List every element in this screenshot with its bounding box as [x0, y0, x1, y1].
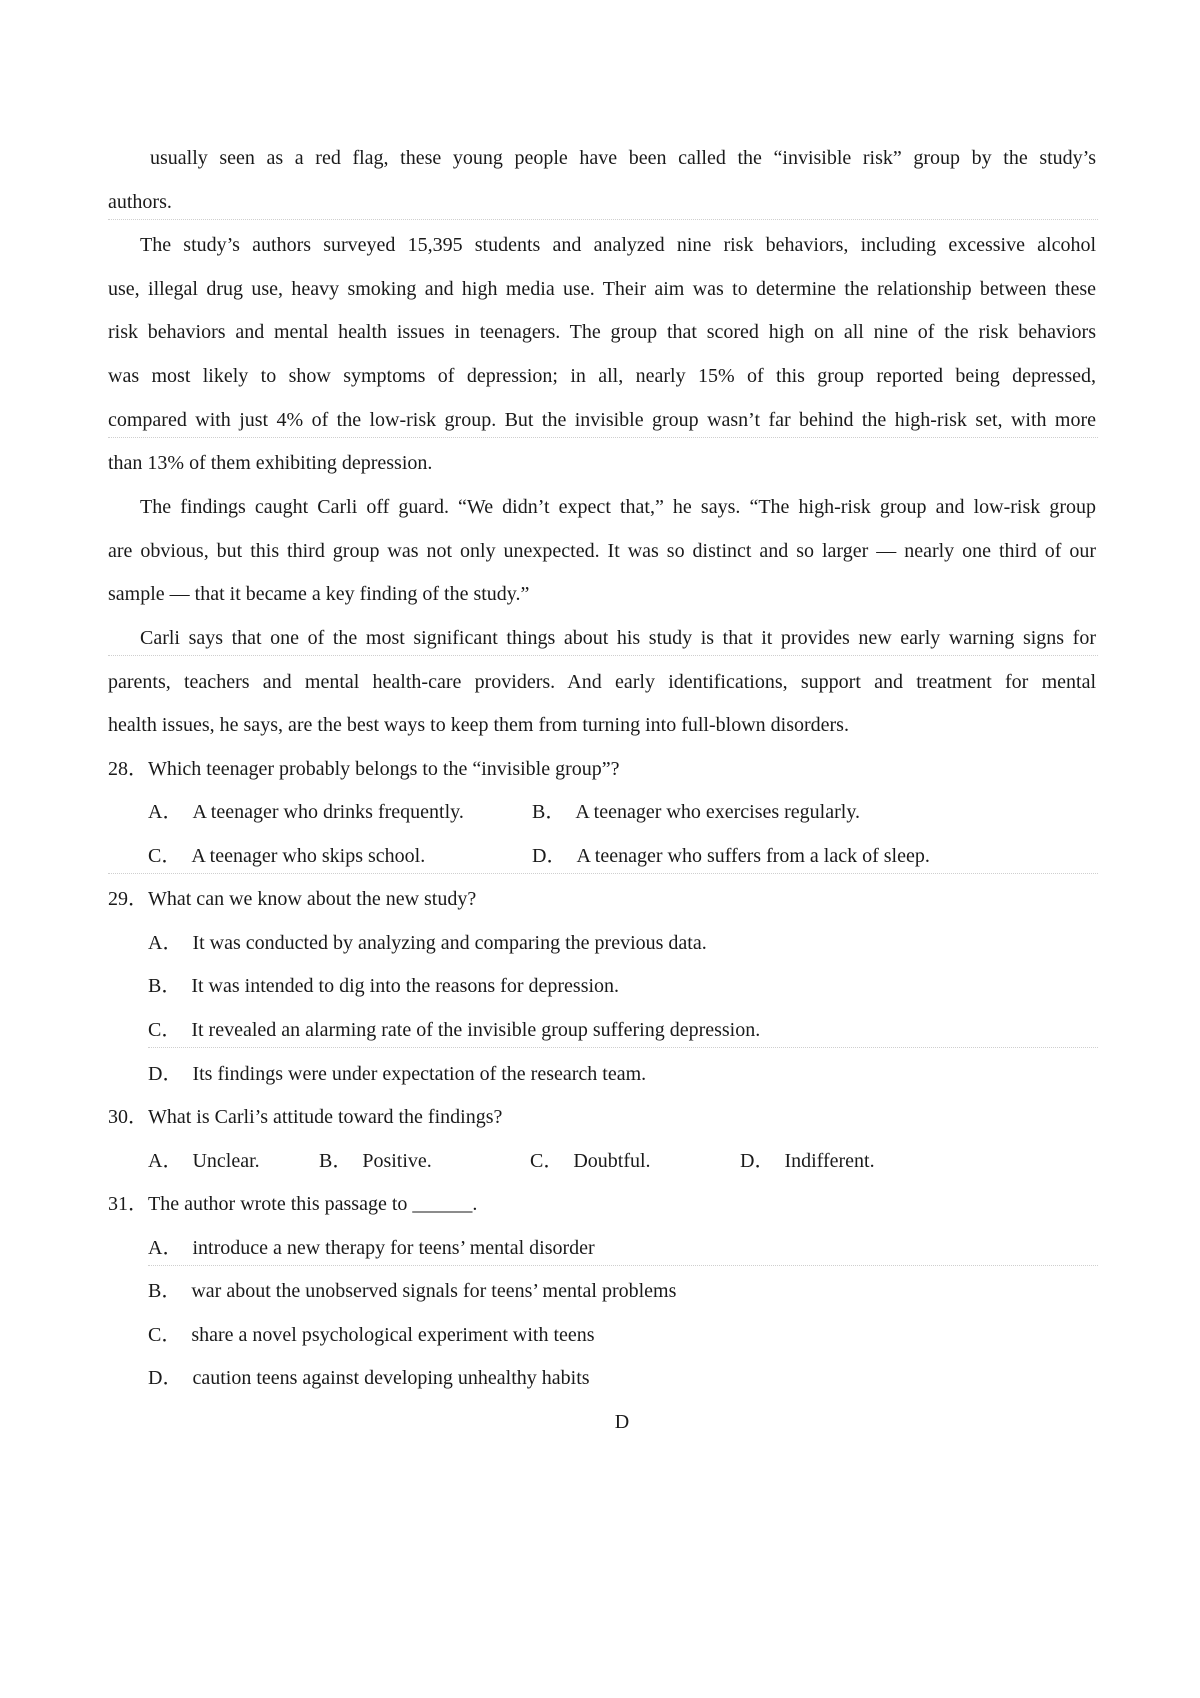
question-text: Which teenager probably belongs to the “invisible group”? — [148, 758, 620, 780]
question-text: The author wrote this passage to ______. — [148, 1193, 478, 1215]
option-text: It was intended to dig into the reasons for depression. — [191, 975, 620, 997]
option-b[interactable] — [148, 974, 619, 998]
option-letter: D． — [148, 1367, 183, 1389]
option-d[interactable] — [148, 1366, 590, 1390]
option-letter: A． — [148, 932, 183, 954]
passage-line: usually seen as a red flag, these young people have been called the “invisible risk” group by the study’s — [150, 147, 1096, 169]
option-text: It was conducted by analyzing and comparing the previous data. — [192, 932, 707, 954]
option-text: Doubtful. — [573, 1150, 651, 1172]
dotted-rule — [108, 437, 1098, 438]
question-stem — [108, 1192, 477, 1216]
option-letter: C． — [148, 1019, 182, 1041]
option-text: Indifferent. — [784, 1150, 875, 1172]
question-number: 30． — [108, 1106, 148, 1128]
option-letter: B． — [532, 801, 566, 823]
question-number: 29． — [108, 888, 148, 910]
option-d[interactable] — [740, 1149, 875, 1173]
option-b[interactable] — [532, 800, 860, 824]
option-text: Unclear. — [192, 1150, 260, 1172]
question-text: What can we know about the new study? — [148, 888, 477, 910]
passage-line: health issues, he says, are the best ways to keep them from turning into full-blown disorders. — [108, 714, 849, 736]
option-text: war about the unobserved signals for teens’ mental problems — [191, 1280, 677, 1302]
option-d[interactable] — [148, 1062, 646, 1086]
option-letter: D． — [148, 1063, 183, 1085]
option-text: introduce a new therapy for teens’ mental disorder — [192, 1237, 595, 1259]
option-text: A teenager who drinks frequently. — [192, 801, 464, 823]
option-letter: B． — [148, 975, 182, 997]
passage-line: The findings caught Carli off guard. “We didn’t expect that,” he says. “The high-risk group and low-risk group — [140, 496, 1096, 518]
passage-line: than 13% of them exhibiting depression. — [108, 452, 433, 474]
option-letter: A． — [148, 801, 183, 823]
option-c[interactable] — [148, 1018, 760, 1042]
option-letter: B． — [319, 1150, 353, 1172]
question-stem — [108, 1105, 502, 1129]
passage-line: sample — that it became a key finding of the study.” — [108, 583, 530, 605]
option-letter: B． — [148, 1280, 182, 1302]
passage-line: are obvious, but this third group was not only unexpected. It was so distinct and so larger — nearly one third of our — [108, 540, 1096, 562]
option-a[interactable] — [148, 1236, 595, 1260]
question-number: 31． — [108, 1193, 148, 1215]
question-stem — [108, 887, 476, 911]
option-c[interactable] — [530, 1149, 651, 1173]
passage-line: use, illegal drug use, heavy smoking and high media use. Their aim was to determine the relationship between these — [108, 278, 1096, 300]
option-text: Its findings were under expectation of the research team. — [192, 1063, 647, 1085]
option-text: A teenager who exercises regularly. — [575, 801, 861, 823]
option-b[interactable] — [319, 1149, 432, 1173]
option-a[interactable] — [148, 1149, 260, 1173]
option-text: Positive. — [362, 1150, 432, 1172]
option-letter: C． — [148, 845, 182, 867]
dotted-rule — [108, 873, 1098, 874]
option-text: A teenager who skips school. — [191, 845, 426, 867]
option-b[interactable] — [148, 1279, 676, 1303]
passage-line: The study’s authors surveyed 15,395 students and analyzed nine risk behaviors, including excessive alcohol — [140, 234, 1096, 256]
passage-line: compared with just 4% of the low-risk group. But the invisible group wasn’t far behind the high-risk set, with more — [108, 409, 1096, 431]
option-letter: C． — [530, 1150, 564, 1172]
option-text: share a novel psychological experiment with teens — [191, 1324, 595, 1346]
option-text: caution teens against developing unhealthy habits — [192, 1367, 590, 1389]
passage-line: parents, teachers and mental health-care providers. And early identifications, support and treatment for mental — [108, 671, 1096, 693]
option-letter: D． — [740, 1150, 775, 1172]
section-label: D — [614, 1411, 630, 1433]
passage-line: was most likely to show symptoms of depression; in all, nearly 15% of this group reported being depressed, — [108, 365, 1096, 387]
option-letter: A． — [148, 1237, 183, 1259]
option-d[interactable] — [532, 844, 930, 868]
option-text: A teenager who suffers from a lack of sleep. — [576, 845, 930, 867]
option-text: It revealed an alarming rate of the invisible group suffering depression. — [191, 1019, 761, 1041]
option-letter: D． — [532, 845, 567, 867]
dotted-rule — [108, 655, 1098, 656]
dotted-rule — [108, 219, 1098, 220]
option-c[interactable] — [148, 844, 425, 868]
dotted-rule — [148, 1047, 1098, 1048]
option-c[interactable] — [148, 1323, 595, 1347]
option-a[interactable] — [148, 931, 707, 955]
option-letter: C． — [148, 1324, 182, 1346]
passage-line: authors. — [108, 191, 172, 213]
option-letter: A． — [148, 1150, 183, 1172]
passage-line: risk behaviors and mental health issues in teenagers. The group that scored high on all nine of the risk behaviors — [108, 321, 1096, 343]
option-a[interactable] — [148, 800, 464, 824]
question-stem — [108, 757, 620, 781]
passage-line: Carli says that one of the most significant things about his study is that it provides new early warning signs for — [140, 627, 1096, 649]
question-text: What is Carli’s attitude toward the findings? — [148, 1106, 503, 1128]
question-number: 28． — [108, 758, 148, 780]
dotted-rule — [148, 1265, 1098, 1266]
